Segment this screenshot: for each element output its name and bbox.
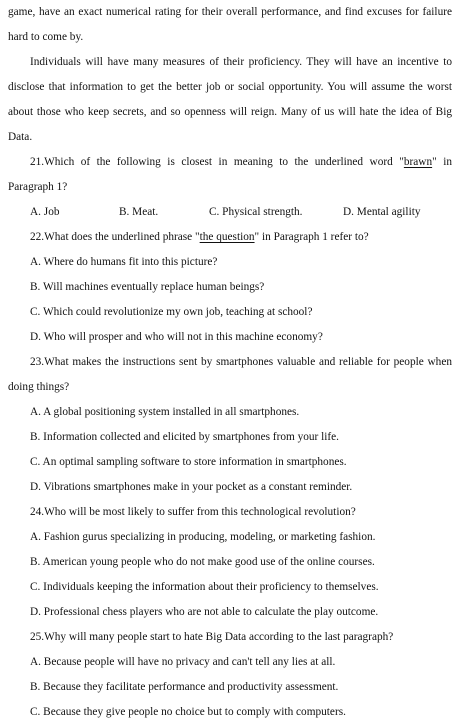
question-21-underlined-word: brawn [403, 156, 433, 168]
question-24-option-a: A. Fashion gurus specializing in producing, modeling, or marketing fashion. [30, 531, 376, 543]
question-22-option-c: C. Which could revolutionize my own job, teaching at school? [30, 306, 313, 318]
question-22-option-b: B. Will machines eventually replace human beings? [30, 281, 265, 293]
question-22-option-d: D. Who will prosper and who will not in this machine economy? [30, 331, 323, 343]
question-21-option-b: B. Meat. [119, 206, 159, 218]
question-25-option-b: B. Because they facilitate performance and productivity assessment. [30, 681, 339, 693]
passage-paragraph-big-data: Individuals will have many measures of their proficiency. They will have an incentive to disclose that information to get the better job or social opportunity. You will assume the worst about those who keep secrets, and so openness will reign. Many of us will hate the idea of Big Data. [8, 56, 452, 143]
question-21-options [8, 200, 452, 225]
question-23-option-b: B. Information collected and elicited by smartphones from your life. [30, 431, 340, 443]
document-page [8, 0, 452, 725]
question-24-stem: 24.Who will be most likely to suffer from this technological revolution? [30, 506, 356, 518]
question-24-option-b: B. American young people who do not make good use of the online courses. [30, 556, 375, 568]
question-25-option-c: C. Because they give people no choice but to comply with computers. [30, 706, 346, 718]
question-23-option-a: A. A global positioning system installed in all smartphones. [30, 406, 300, 418]
passage-paragraph-continued: game, have an exact numerical rating for their overall performance, and find excuses for failure hard to come by. [8, 6, 452, 43]
question-24-option-d: D. Professional chess players who are not able to calculate the play outcome. [30, 606, 379, 618]
question-21-option-c: C. Physical strength. [209, 206, 303, 218]
question-23-option-d: D. Vibrations smartphones make in your pocket as a constant reminder. [30, 481, 353, 493]
question-22-stem [8, 225, 452, 250]
question-22-option-a: A. Where do humans fit into this picture? [30, 256, 218, 268]
question-24-option-c: C. Individuals keeping the information about their proficiency to themselves. [30, 581, 379, 593]
question-25-option-a: A. Because people will have no privacy and can't tell any lies at all. [30, 656, 336, 668]
question-21-stem [8, 150, 452, 200]
question-22-stem-before: 22.What does the underlined phrase " [30, 231, 200, 243]
question-25-stem: 25.Why will many people start to hate Big Data according to the last paragraph? [30, 631, 394, 643]
question-22-underlined-phrase: the question [199, 231, 255, 243]
question-21-option-d: D. Mental agility [343, 206, 421, 218]
question-23-option-c: C. An optimal sampling software to store information in smartphones. [30, 456, 347, 468]
question-23-stem: 23.What makes the instructions sent by smartphones valuable and reliable for people when doing things? [8, 356, 452, 393]
question-21-stem-after: " in Paragraph 1? [8, 156, 452, 193]
question-21-option-a: A. Job [30, 206, 60, 218]
question-21-stem-before: 21.Which of the following is closest in meaning to the underlined word " [30, 156, 404, 168]
question-22-stem-after: " in Paragraph 1 refer to? [254, 231, 369, 243]
